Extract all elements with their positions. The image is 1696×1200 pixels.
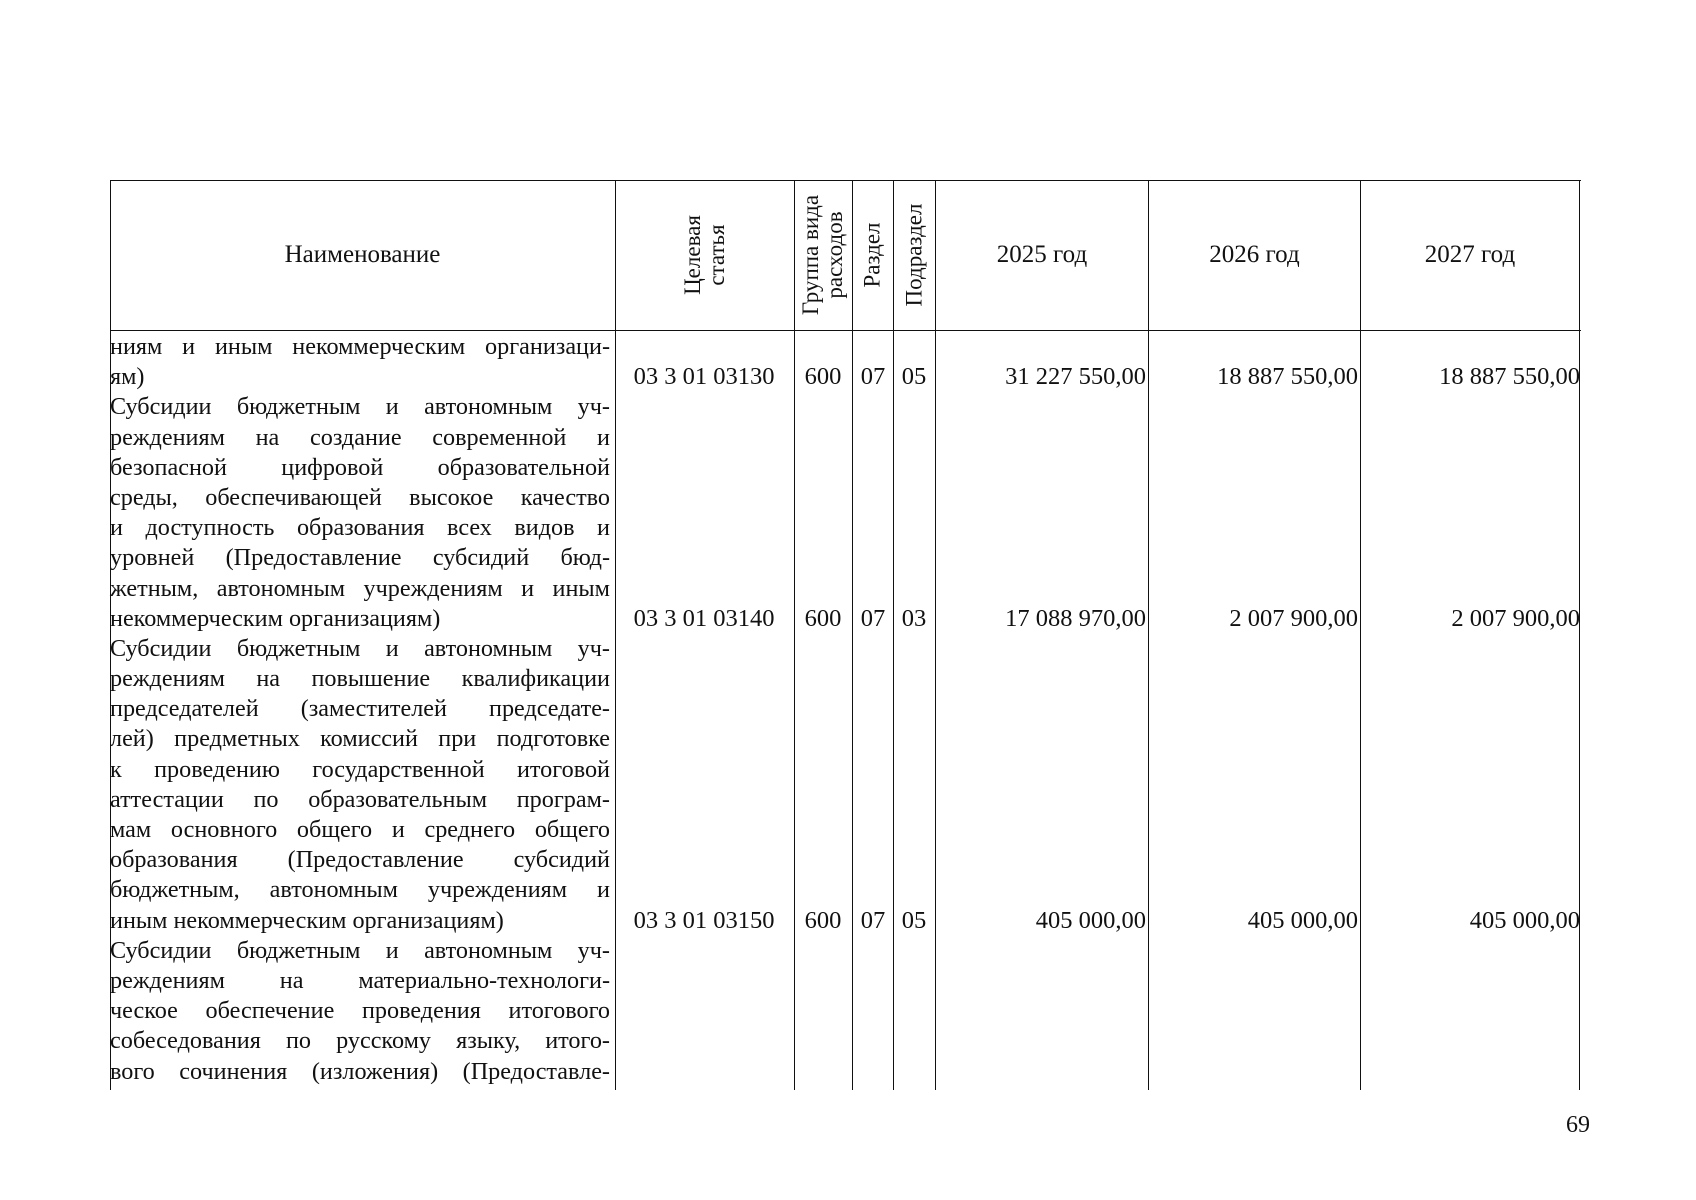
cell-target: 03 3 01 03130	[633, 363, 775, 390]
cell-amount-2025: 405 000,00	[1035, 907, 1146, 934]
header-subsection-label: Подраздел	[901, 203, 927, 307]
name-line: Субсидии бюджетным и автономным уч-	[110, 393, 610, 421]
cell-subsection: 05	[901, 363, 927, 390]
name-line: ческое обеспечение проведения итогового	[110, 997, 610, 1025]
header-year-2025: 2025 год	[996, 241, 1088, 268]
name-line: собеседования по русскому языку, итого-	[110, 1027, 610, 1055]
cell-section: 07	[860, 363, 886, 390]
name-line: реждениям на материально-технологи-	[110, 966, 610, 994]
name-line: аттестации по образовательным програм-	[110, 785, 610, 813]
header-target-article	[616, 180, 794, 330]
name-line: Субсидии бюджетным и автономным уч-	[110, 936, 610, 964]
name-line: ям)	[110, 363, 145, 391]
header-target-line-1: Целевая	[679, 215, 705, 295]
header-subsection	[894, 180, 935, 330]
page-number: 69	[1566, 1112, 1590, 1138]
name-line: бюджетным, автономным учреждениям и	[110, 876, 610, 904]
cell-amount-2025: 31 227 550,00	[1005, 363, 1146, 390]
cell-amount-2026: 18 887 550,00	[1217, 363, 1358, 390]
header-group-line-1: Группа вида	[798, 194, 824, 316]
name-line: реждениям на создание современной и	[110, 423, 610, 451]
name-line: председателей (заместителей председате-	[110, 695, 610, 723]
cell-amount-2025: 17 088 970,00	[1005, 605, 1146, 632]
name-line: некоммерческим организациям)	[110, 604, 441, 632]
cell-target: 03 3 01 03140	[633, 605, 775, 632]
name-line: к проведению государственной итоговой	[110, 755, 610, 783]
name-line: лей) предметных комиссий при подготовке	[110, 725, 610, 753]
header-name: Наименование	[284, 241, 441, 268]
name-line: и доступность образования всех видов и	[110, 514, 610, 542]
name-line: мам основного общего и среднего общего	[110, 816, 610, 843]
header-expense-group	[795, 180, 852, 330]
header-section-label: Раздел	[860, 222, 885, 288]
cell-amount-2027: 405 000,00	[1469, 907, 1580, 934]
name-line: безопасной цифровой образовательной	[110, 453, 610, 481]
cell-group: 600	[804, 907, 842, 934]
name-line: реждениям на повышение квалификации	[110, 665, 610, 693]
cell-amount-2026: 405 000,00	[1247, 907, 1358, 934]
name-line: иным некоммерческим организациям)	[110, 906, 504, 934]
cell-amount-2026: 2 007 900,00	[1229, 605, 1358, 632]
header-year-2027: 2027 год	[1424, 241, 1516, 268]
cell-section: 07	[860, 605, 886, 632]
name-line: образования (Предоставление субсидий	[110, 846, 610, 874]
header-target-line-2: статья	[703, 224, 729, 286]
name-line: жетным, автономным учреждениям и иным	[110, 574, 610, 602]
name-line: Субсидии бюджетным и автономным уч-	[110, 634, 610, 662]
name-line: ниям и иным некоммерческим организаци-	[110, 333, 610, 360]
header-group-line-2: расходов	[822, 211, 848, 299]
cell-subsection: 03	[901, 605, 927, 632]
header-year-2026: 2026 год	[1209, 241, 1300, 268]
cell-section: 07	[860, 907, 886, 934]
budget-table	[110, 180, 1581, 1090]
name-line: уровней (Предоставление субсидий бюд-	[110, 544, 610, 572]
cell-amount-2027: 18 887 550,00	[1439, 363, 1580, 390]
cell-amount-2027: 2 007 900,00	[1451, 605, 1580, 632]
cell-group: 600	[804, 605, 842, 632]
table-body	[110, 332, 1581, 1090]
name-line: среды, обеспечивающей высокое качество	[110, 483, 610, 511]
cell-target: 03 3 01 03150	[633, 907, 775, 934]
name-line: вого сочинения (изложения) (Предоставле-	[110, 1057, 610, 1085]
cell-group: 600	[804, 363, 842, 390]
cell-subsection: 05	[901, 907, 927, 934]
header-section	[853, 180, 893, 330]
name-column	[110, 332, 610, 1087]
